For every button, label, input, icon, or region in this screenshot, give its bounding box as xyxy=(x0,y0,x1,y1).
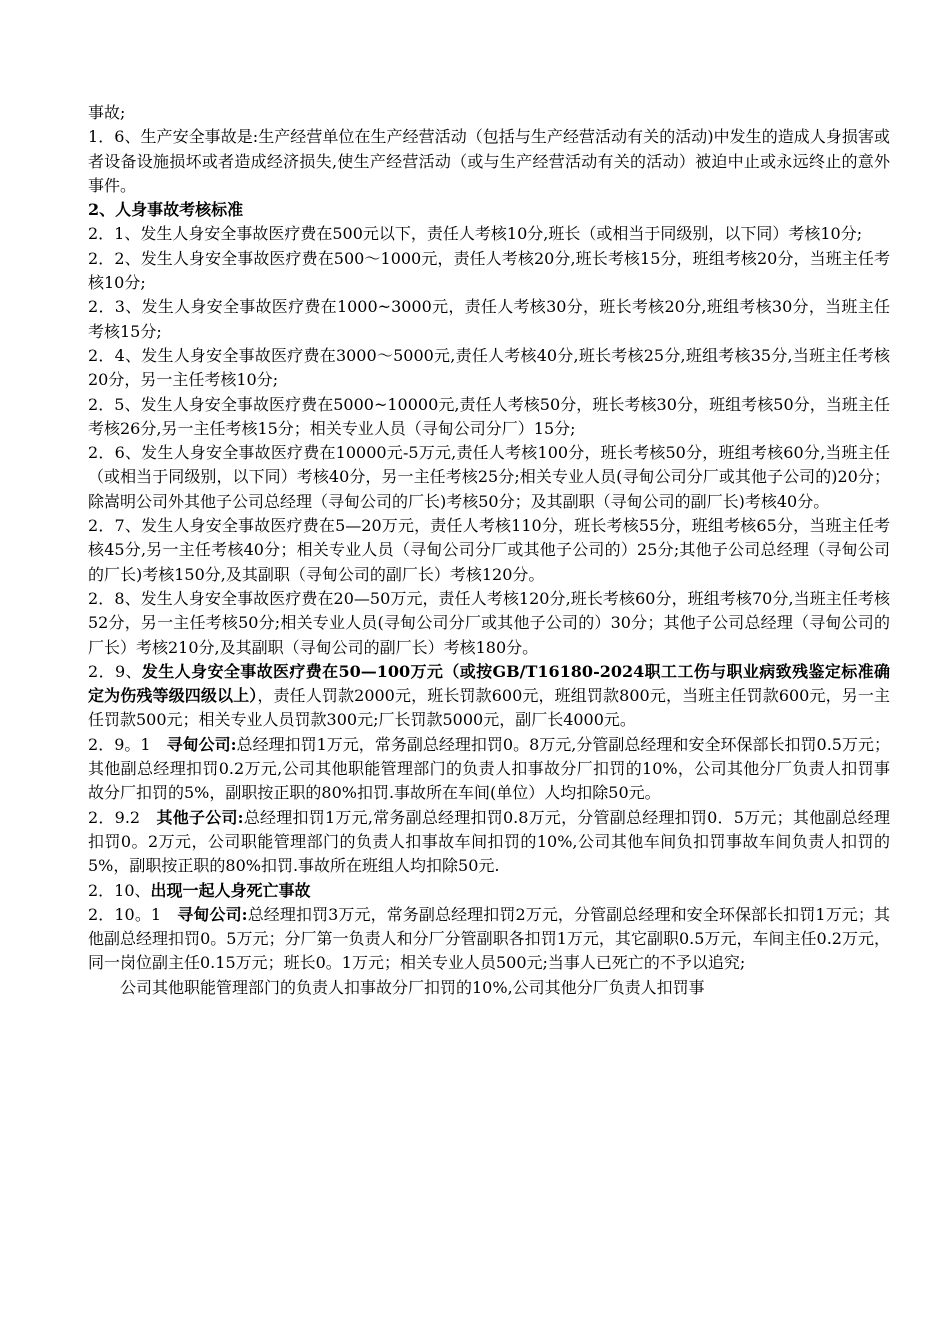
paragraph-2-10-1-text: 总经理扣罚3万元，常务副总经理扣罚2万元，分管副总经理和安全环保部长扣罚1万元；其他副总经理扣罚0。5万元；分厂第一负责人和分厂分管副职各扣罚1万元，其它副职0.5万元，车间主任0.2万元，同一岗位副主任0.15万元；班长0。1万元；相关专业人员500元;当事人已死亡的不予以追究; xyxy=(88,904,890,973)
paragraph-accident-continued: 事故; xyxy=(88,103,126,122)
paragraph-2-9-2-bold: 其他子公司: xyxy=(156,807,244,827)
paragraph-2-9-lead: 2．9、 xyxy=(88,661,142,681)
paragraph-2-1: 2．1、发生人身安全事故医疗费在500元以下，责任人考核10分,班长（或相当于同级别，以下同）考核10分; xyxy=(88,224,863,244)
paragraph-2-9-1 xyxy=(88,733,890,806)
paragraph-2-9-2-text: 总经理扣罚1万元,常务副总经理扣罚0.8万元，分管副总经理扣罚0．5万元；其他副总经理扣罚0。2万元，公司职能管理部门的负责人扣事故车间扣罚的10%,公司其他车间负扣罚事故车间负责人扣罚的5%，副职按正职的80%扣罚.事故所在班组人均扣除50元. xyxy=(88,807,890,876)
paragraph-2-9-text: ，责任人罚款2000元，班长罚款600元，班组罚款800元，当班主任罚款600元，另一主任罚款500元；相关专业人员罚款300元;厂长罚款5000元，副厂长4000元。 xyxy=(88,686,890,730)
paragraph-2-3: 2．3、发生人身安全事故医疗费在1000~3000元，责任人考核30分，班长考核20分,班组考核30分，当班主任考核15分; xyxy=(88,297,890,341)
paragraph-1-6-definition: 1．6、生产安全事故是:生产经营单位在生产经营活动（包括与生产经营活动有关的活动)中发生的造成人身损害或者设备设施损坏或者造成经济损失,使生产经营活动（或与生产经营活动有关的活动）被迫中止或永远终止的意外事件。 xyxy=(88,127,890,195)
paragraph-2-8: 2．8、发生人身安全事故医疗费在20—50万元，责任人考核120分,班长考核60分，班组考核70分,当班主任考核52分，另一主任考核50分;相关专业人员(寻甸公司分厂或其他子公司的）30分；其他子公司总经理（寻甸公司的厂长）考核210分,及其副职（寻甸公司的副厂长）考核180分。 xyxy=(88,588,890,657)
section-heading-2: 2、人身事故考核标准 xyxy=(88,200,244,220)
paragraph-2-9 xyxy=(88,660,890,733)
paragraph-2-7: 2．7、发生人身安全事故医疗费在5—20万元，责任人考核110分，班长考核55分，班组考核65分，当班主任考核45分,另一主任考核40分；相关专业人员（寻甸公司分厂或其他子公司的）25分;其他子公司总经理（寻甸公司的厂长)考核150分,及其副职（寻甸公司的副厂长）考核120分。 xyxy=(88,516,890,584)
paragraph-2-9-2-lead: 2．9.2 xyxy=(88,807,157,827)
paragraph-2-2: 2．2、发生人身安全事故医疗费在500～1000元，责任人考核20分,班长考核15分，班组考核20分，当班主任考核10分; xyxy=(88,248,890,293)
paragraph-2-4: 2．4、发生人身安全事故医疗费在3000～5000元,责任人考核40分,班长考核25分,班组考核35分,当班主任考核20分，另一主任考核10分; xyxy=(88,345,890,390)
paragraph-2-6: 2．6、发生人身安全事故医疗费在10000元-5万元,责任人考核100分，班长考核50分，班组考核60分,当班主任（或相当于同级别，以下同）考核40分，另一主任考核25分;相关专业人员(寻甸公司分厂或其他子公司的)20分；除嵩明公司外其他子公司总经理（寻甸公司的厂长)考核50分；及其副职（寻甸公司的副厂长)考核40分。 xyxy=(88,443,890,511)
paragraph-2-10 xyxy=(88,879,890,903)
paragraph-2-10-1-lead: 2．10。1 xyxy=(88,904,178,924)
paragraph-2-10-bold: 出现一起人身死亡事故 xyxy=(150,880,311,900)
paragraph-2-10-lead: 2．10、 xyxy=(88,880,151,900)
paragraph-2-9-1-text: 总经理扣罚1万元，常务副总经理扣罚0。8万元,分管副总经理和安全环保部长扣罚0.5万元；其他副总经理扣罚0.2万元,公司其他职能管理部门的负责人扣事故分厂扣罚的10%，公司其他分厂负责人扣罚事故分厂扣罚的5%，副职按正职的80%扣罚.事故所在车间(单位）人均扣除50元。 xyxy=(88,734,890,803)
paragraph-2-9-2 xyxy=(88,806,890,879)
paragraph-2-9-1-lead: 2．9。1 xyxy=(88,734,167,754)
paragraph-2-5: 2．5、发生人身安全事故医疗费在5000~10000元,责任人考核50分，班长考核30分，班组考核50分，当班主任考核26分,另一主任考核15分；相关专业人员（寻甸公司分厂）15分; xyxy=(88,394,890,438)
paragraph-2-9-1-bold: 寻甸公司: xyxy=(166,734,237,754)
paragraph-2-10-1 xyxy=(88,903,890,976)
paragraph-2-9-bold: 发生人身安全事故医疗费在50—100万元（或按GB/T16180-2024职工工伤与职业病致残鉴定标准确定为伤残等级四级以上） xyxy=(88,661,890,706)
paragraph-2-10-1-bold: 寻甸公司: xyxy=(177,904,248,924)
paragraph-2-10-continued: 公司其他职能管理部门的负责人扣事故分厂扣罚的10%,公司其他分厂负责人扣罚事 xyxy=(120,977,705,997)
